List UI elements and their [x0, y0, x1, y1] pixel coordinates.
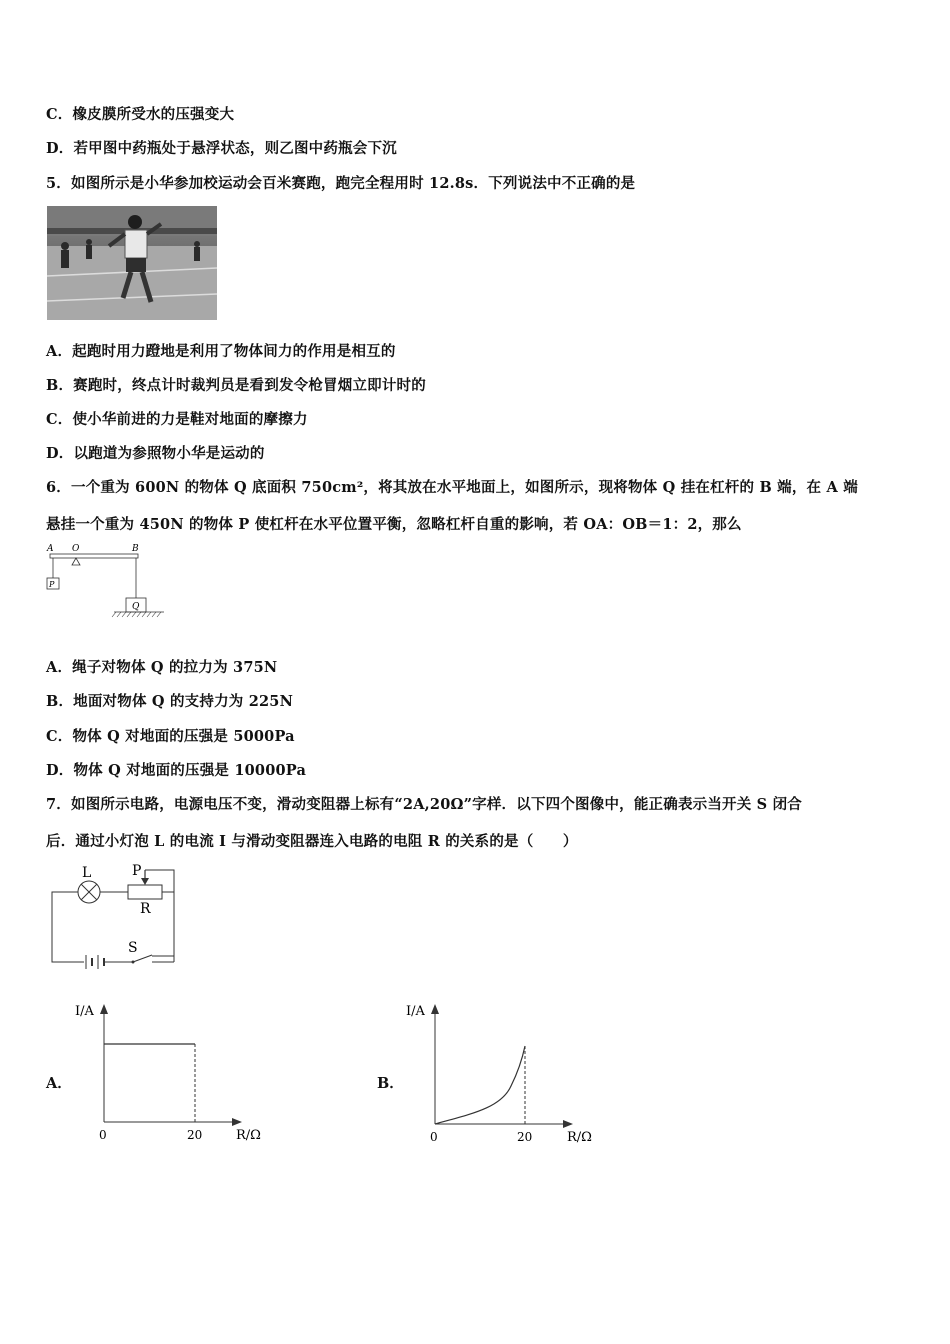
question-6-stem-line-2: 悬挂一个重为 450N 的物体 P 使杠杆在水平位置平衡，忽略杠杆自重的影响，若 OA：OB＝1：2，那么 — [46, 516, 742, 533]
graph-b-curve — [435, 1046, 525, 1124]
graph-b-xlabel: R/Ω — [567, 1130, 592, 1145]
graph-b-origin: 0 — [430, 1130, 438, 1144]
question-5-option-d: D．以跑道为参照物小华是运动的 — [46, 445, 265, 462]
graph-a — [70, 998, 280, 1148]
graph-b — [401, 998, 611, 1148]
question-7-stem-line-1: 7．如图所示电路，电源电压不变，滑动变阻器上标有“2A,20Ω”字样．以下四个图像中，能正确表示当开关 S 闭合 — [46, 796, 803, 813]
question-6-option-c: C．物体 Q 对地面的压强是 5000Pa — [46, 728, 295, 745]
graph-a-xlabel: R/Ω — [236, 1128, 261, 1143]
switch-label: S — [128, 940, 138, 956]
question-5-option-c: C．使小华前进的力是鞋对地面的摩擦力 — [46, 411, 308, 428]
question-4-option-d: D．若甲图中药瓶处于悬浮状态，则乙图中药瓶会下沉 — [46, 140, 397, 157]
question-5-stem: 5．如图所示是小华参加校运动会百米赛跑，跑完全程用时 12.8s．下列说法中不正确的是 — [46, 175, 636, 192]
question-5-option-a: A．起跑时用力蹬地是利用了物体间力的作用是相互的 — [46, 343, 396, 360]
graph-a-xtick: 20 — [187, 1128, 203, 1142]
question-6-option-a: A．绳子对物体 Q 的拉力为 375N — [46, 659, 278, 676]
circuit-diagram — [44, 858, 184, 970]
fulcrum — [72, 558, 80, 565]
graph-a-origin: 0 — [99, 1128, 107, 1142]
lever-label-o: O — [72, 544, 80, 554]
graph-a-ylabel: I/A — [75, 1004, 94, 1019]
question-4-option-c: C．橡皮膜所受水的压强变大 — [46, 106, 235, 123]
question-5-option-b: B．赛跑时，终点计时裁判员是看到发令枪冒烟立即计时的 — [46, 377, 426, 394]
runner-illustration — [47, 206, 217, 320]
lever-diagram — [44, 540, 174, 622]
question-6-option-b: B．地面对物体 Q 的支持力为 225N — [46, 693, 294, 710]
object-p-label: P — [49, 580, 55, 589]
question-6-option-d: D．物体 Q 对地面的压强是 10000Pa — [46, 762, 307, 779]
lever-label-b: B — [132, 544, 139, 554]
slider-label: P — [132, 863, 142, 879]
graph-b-ylabel: I/A — [406, 1004, 425, 1019]
graph-a-option-label: A． — [46, 1075, 72, 1092]
switch-symbol — [133, 955, 152, 962]
lever-label-a: A — [47, 544, 54, 554]
question-6-stem-line-1: 6．一个重为 600N 的物体 Q 底面积 750cm²，将其放在水平地面上，如图所示，现将物体 Q 挂在杠杆的 B 端，在 A 端 — [46, 479, 858, 496]
race-photo — [47, 206, 217, 320]
graph-b-option-label: B． — [377, 1075, 404, 1092]
lamp-label: L — [82, 865, 92, 881]
question-7-stem-line-2: 后．通过小灯泡 L 的电流 I 与滑动变阻器连入电路的电阻 R 的关系的是（ ） — [46, 833, 578, 850]
object-q-label: Q — [132, 602, 140, 612]
rheostat-symbol — [128, 885, 162, 899]
graph-b-xtick: 20 — [517, 1130, 533, 1144]
resistor-label: R — [140, 901, 151, 917]
lever-bar — [50, 554, 138, 558]
